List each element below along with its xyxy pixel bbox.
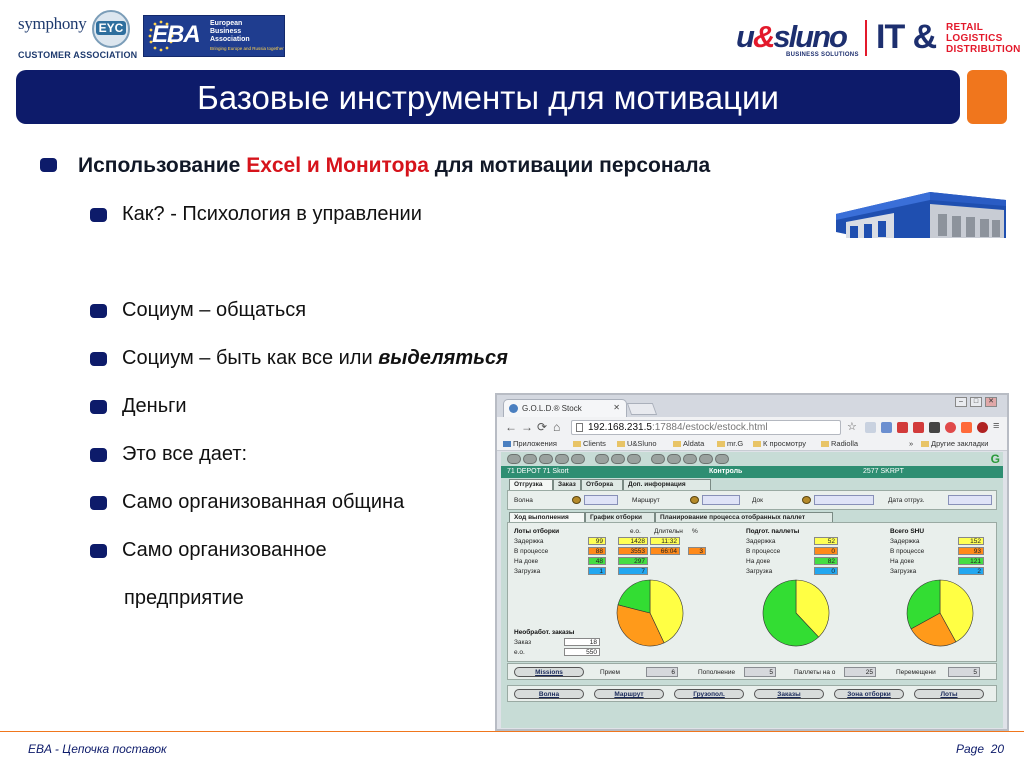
dock-field[interactable] xyxy=(814,495,874,505)
retail-logistics-distribution-caption: RETAIL LOGISTICS DISTRIBUTION xyxy=(946,22,1021,55)
lookup-button[interactable] xyxy=(572,496,581,504)
bullet-marker xyxy=(90,544,107,558)
bullet-item: Само организованное xyxy=(122,539,327,561)
tab-progress[interactable]: Ход выполнения xyxy=(509,512,585,523)
bullet-marker xyxy=(90,400,107,414)
unprocessed-orders-title: Необработ. заказы xyxy=(514,629,575,636)
bookmark-apps[interactable]: Приложения xyxy=(503,439,557,448)
app-toolbar xyxy=(501,452,1003,465)
toolbar-button[interactable] xyxy=(651,454,665,464)
customer-association-caption: CUSTOMER ASSOCIATION xyxy=(18,50,138,60)
new-tab-button[interactable] xyxy=(627,403,657,415)
eyc-badge: EYC xyxy=(92,10,130,48)
slide-title: Базовые инструменты для мотивации xyxy=(197,79,779,116)
symphony-eyc-logo xyxy=(14,8,138,60)
close-window-icon[interactable]: ✕ xyxy=(985,397,997,407)
minimize-icon[interactable]: – xyxy=(955,397,967,407)
address-bar[interactable]: 192.168.231.5:17884/estock/estock.html xyxy=(571,420,841,435)
toolbar-button[interactable] xyxy=(699,454,713,464)
title-accent-block xyxy=(967,70,1007,124)
navigation-buttons-row xyxy=(507,685,997,702)
usluno-logo: u&sluno BUSINESS SOLUTIONS xyxy=(736,19,859,58)
extension-icon[interactable] xyxy=(929,422,940,433)
it-logo: IT & xyxy=(876,18,937,56)
eba-name-lines: European Business Association xyxy=(210,20,250,43)
stat-value: 25 xyxy=(844,667,876,677)
consignee-button[interactable]: Грузопол. xyxy=(674,689,744,699)
extension-icon[interactable] xyxy=(897,422,908,433)
bullet-marker xyxy=(90,496,107,510)
browser-toolbar xyxy=(497,417,1007,437)
page-number: Page 20 xyxy=(956,742,1005,756)
toolbar-button[interactable] xyxy=(555,454,569,464)
star-icon[interactable]: ☆ xyxy=(847,421,857,433)
lookup-button[interactable] xyxy=(802,496,811,504)
stat-value: 5 xyxy=(744,667,776,677)
app-header: 71 DEPOT 71 Skort Контроль 2577 SKRPT xyxy=(501,466,1003,478)
tab-shipping[interactable]: Отгрузка xyxy=(509,479,553,490)
progress-panel: Лоты отборки е.о. Длительн % Задержка 99 1428 11:32 В процессе 88 3553 66:04 3 На доке 48 297 Загрузка 1 7 Подгот. паллеты Задержка 52 В процессе 0 На доке 82 Загрузка 0 Всего SHU Задержка 152 В процессе 93 На доке 121 Загрузка 2 Необработ. заказы Заказ 18 е.о. 550 xyxy=(507,522,997,662)
toolbar-button[interactable] xyxy=(523,454,537,464)
extension-icon[interactable] xyxy=(945,422,956,433)
lots-title: Лоты отборки xyxy=(514,528,560,535)
shu-title: Всего SHU xyxy=(890,528,925,535)
bookmark-folder[interactable]: mr.G xyxy=(717,439,743,448)
browser-screenshot xyxy=(495,393,1009,731)
browser-tab[interactable]: G.O.L.D.® Stock ✕ xyxy=(503,399,627,417)
bullet-continuation: предприятие xyxy=(124,587,244,609)
bookmark-folder[interactable]: Clients xyxy=(573,439,606,448)
bookmark-folder[interactable]: К просмотру xyxy=(753,439,806,448)
home-icon[interactable]: ⌂ xyxy=(553,420,561,434)
wave-field[interactable] xyxy=(584,495,618,505)
toolbar-button[interactable] xyxy=(595,454,609,464)
extension-icon[interactable] xyxy=(865,422,876,433)
bullet-item: Это все дает: xyxy=(122,443,248,465)
tab-pallet-planning[interactable]: Планирование процесса отобранных паллет xyxy=(655,512,833,523)
lookup-button[interactable] xyxy=(690,496,699,504)
bullet-marker xyxy=(90,304,107,318)
toolbar-button[interactable] xyxy=(507,454,521,464)
tab-extra-info[interactable]: Доп. информация xyxy=(623,479,711,490)
maximize-icon[interactable]: □ xyxy=(970,397,982,407)
wave-button[interactable]: Волна xyxy=(514,689,584,699)
adblock-icon[interactable] xyxy=(977,422,988,433)
toolbar-button[interactable] xyxy=(611,454,625,464)
other-bookmarks[interactable]: Другие закладки xyxy=(921,439,988,448)
menu-icon[interactable]: ≡ xyxy=(993,420,1000,432)
extension-icon[interactable] xyxy=(913,422,924,433)
bullet-marker xyxy=(90,448,107,462)
tab-picking-schedule[interactable]: График отборки xyxy=(585,512,655,523)
progress-pie-charts xyxy=(508,577,996,647)
eba-wordmark: EBA xyxy=(152,21,200,48)
forward-icon[interactable]: → xyxy=(521,420,533,434)
bookmarks-bar xyxy=(497,437,1007,451)
ship-date-field[interactable] xyxy=(948,495,992,505)
picking-zone-button[interactable]: Зона отборки xyxy=(834,689,904,699)
bookmark-folder[interactable]: Aldata xyxy=(673,439,704,448)
toolbar-button[interactable] xyxy=(715,454,729,464)
bullet-item: Как? - Психология в управлении xyxy=(122,203,422,225)
bullet-emphasis: выделяться xyxy=(378,347,508,369)
bullet-marker xyxy=(40,158,57,172)
bookmark-folder[interactable]: U&Sluno xyxy=(617,439,657,448)
eba-tagline: Bringing Europe and Russia together xyxy=(210,46,284,51)
extension-icon[interactable] xyxy=(961,422,972,433)
business-solutions-caption: BUSINESS SOLUTIONS xyxy=(786,52,859,58)
stat-value: 5 xyxy=(948,667,980,677)
stats-row: Missions Прием 6 Пополнение 5 Паллеты на о 25 Перемещени 5 xyxy=(507,663,997,680)
favicon-icon xyxy=(509,404,518,413)
close-tab-icon[interactable]: ✕ xyxy=(613,403,620,412)
footer-caption: EBA - Цепочка поставок xyxy=(28,742,167,756)
symphony-wordmark: symphony xyxy=(18,14,87,33)
footer-rule xyxy=(0,731,1024,732)
warehouse-building-image xyxy=(834,186,1008,254)
slide-title-bar xyxy=(16,70,960,124)
bullet-item: Само организованная община xyxy=(122,491,405,513)
page-icon xyxy=(576,423,583,432)
bullet-marker xyxy=(90,352,107,366)
stat-value: 6 xyxy=(646,667,678,677)
toolbar-button[interactable] xyxy=(627,454,641,464)
back-icon[interactable]: ← xyxy=(505,420,517,434)
bullet-item: Социум – общаться xyxy=(122,299,307,321)
brand-divider xyxy=(865,20,867,56)
gold-stock-app xyxy=(501,452,1003,728)
main-heading: Использование Excel и Монитора для мотивации персонала xyxy=(78,154,711,177)
bookmark-folder[interactable]: Radiolla xyxy=(821,439,858,448)
bookmarks-overflow[interactable]: » xyxy=(909,439,914,448)
bullet-item: Деньги xyxy=(122,395,187,417)
toolbar-button[interactable] xyxy=(683,454,697,464)
bullet-marker xyxy=(90,208,107,222)
gold-logo-icon: G xyxy=(990,452,1000,466)
extension-icon[interactable] xyxy=(881,422,892,433)
route-field[interactable] xyxy=(702,495,740,505)
tab-order[interactable]: Заказ xyxy=(553,479,581,490)
pallets-title: Подгот. паллеты xyxy=(746,528,800,535)
orders-button[interactable]: Заказы xyxy=(754,689,824,699)
tab-picking[interactable]: Отборка xyxy=(581,479,623,490)
toolbar-button[interactable] xyxy=(667,454,681,464)
route-button[interactable]: Маршрут xyxy=(594,689,664,699)
reload-icon[interactable]: ⟳ xyxy=(537,420,548,434)
filter-row: Волна Маршрут Док Дата отгруз. xyxy=(507,490,997,510)
toolbar-button[interactable] xyxy=(571,454,585,464)
heading-emphasis: Excel и Монитора xyxy=(246,154,429,177)
toolbar-button[interactable] xyxy=(539,454,553,464)
bullet-item: Социум – быть как все или выделяться xyxy=(122,347,508,369)
browser-tab-strip xyxy=(497,395,1007,417)
eba-logo xyxy=(143,15,285,57)
lots-button[interactable]: Лоты xyxy=(914,689,984,699)
missions-button[interactable]: Missions xyxy=(514,667,584,677)
